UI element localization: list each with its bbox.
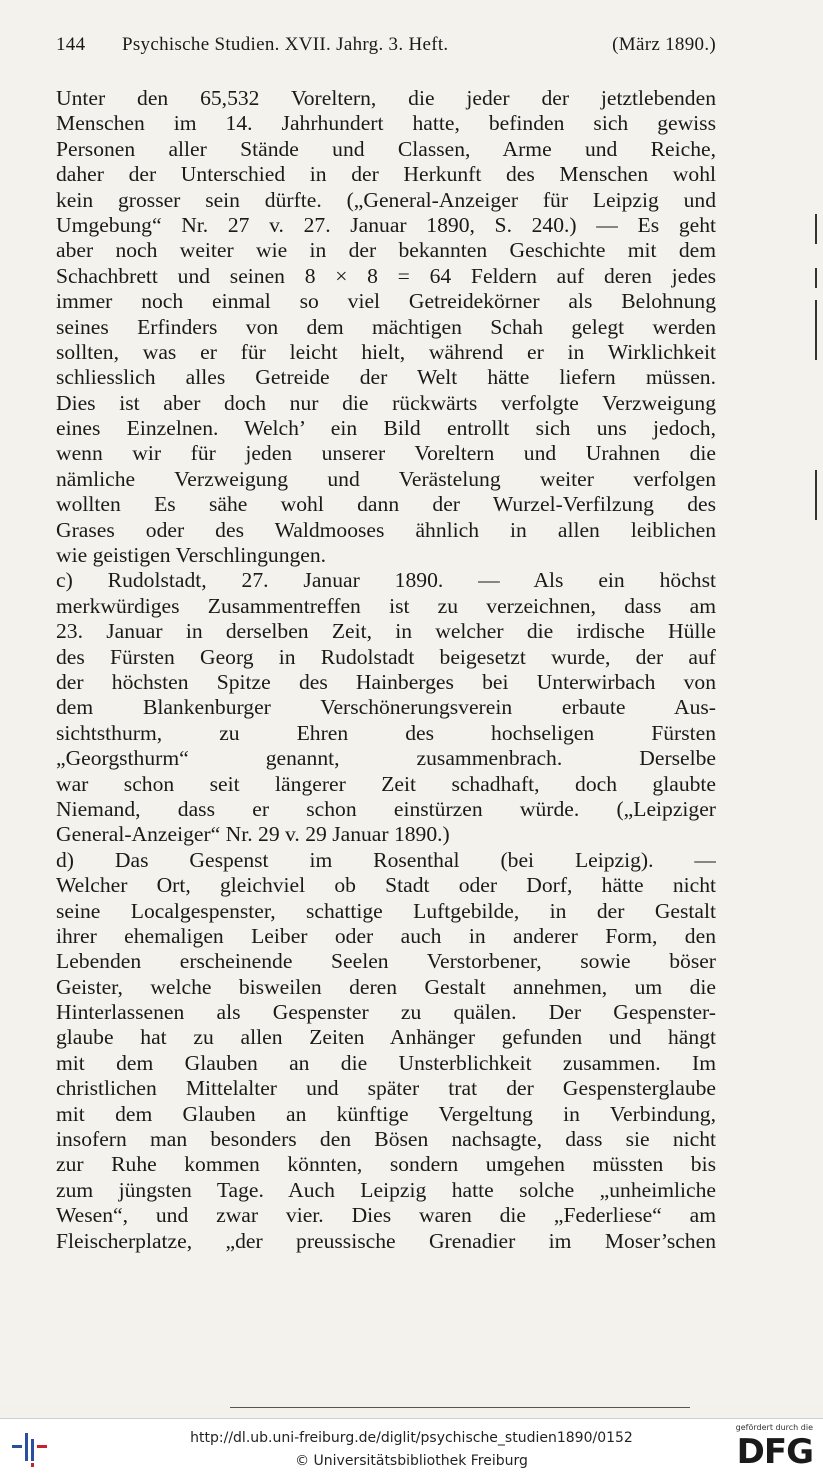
text-line: wenn wir für jeden unserer Voreltern und Urahnen die <box>56 441 716 466</box>
dfg-wordmark: DFG <box>736 1432 813 1472</box>
text-line: ihrer ehemaligen Leiber oder auch in anderer Form, den <box>56 923 716 948</box>
issue-date: (März 1890.) <box>612 34 716 55</box>
dfg-caption: gefördert durch die <box>735 1423 813 1432</box>
text-line: c) Rudolstadt, 27. Januar 1890. — Als ein höchst <box>56 568 716 593</box>
text-line: Geister, welche bisweilen deren Gestalt annehmen, um die <box>56 974 716 999</box>
text-line: Niemand, dass er schon einstürzen würde. („Leipziger <box>56 796 716 821</box>
text-line: sollten, was er für leicht hielt, während er in Wirklichkeit <box>56 339 716 364</box>
text-line: sichtsthurm, zu Ehren des hochseligen Fürsten <box>56 720 716 745</box>
text-line: Hinterlassenen als Gespenster zu quälen. Der Gespenster- <box>56 1000 716 1025</box>
text-line: mit dem Glauben an künftige Vergeltung in Verbindung, <box>56 1101 716 1126</box>
text-line: wie geistigen Verschlingungen. <box>56 543 327 568</box>
copyright-notice: © Universitätsbibliothek Freiburg <box>295 1453 528 1469</box>
text-line: Menschen im 14. Jahrhundert hatte, befinden sich gewiss <box>56 111 716 136</box>
text-line: d) Das Gespenst im Rosenthal (bei Leipzig). — <box>56 847 716 872</box>
text-line: immer noch einmal so viel Getreidekörner als Belohnung <box>56 289 716 314</box>
text-line: aber noch weiter wie in der bekannten Geschichte mit dem <box>56 238 716 263</box>
page-edge-mark <box>815 300 817 360</box>
text-line: seine Localgespenster, schattige Luftgebilde, in der Gestalt <box>56 898 716 923</box>
text-line: Lebenden erscheinende Seelen Verstorbener, sowie böser <box>56 949 716 974</box>
text-line: glaube hat zu allen Zeiten Anhänger gefunden und hängt <box>56 1025 716 1050</box>
text-line: Dies ist aber doch nur die rückwärts verfolgte Verzweigung <box>56 390 716 415</box>
text-line: des Fürsten Georg in Rudolstadt beigesetzt wurde, der auf <box>56 644 716 669</box>
body-text <box>56 86 716 1254</box>
text-line: daher der Unterschied in der Herkunft des Menschen wohl <box>56 162 716 187</box>
text-line: zur Ruhe kommen könnten, sondern umgehen müssten bis <box>56 1152 716 1177</box>
text-line: General-Anzeiger“ Nr. 29 v. 29 Januar 1890.) <box>56 822 450 847</box>
text-line: Schachbrett und seinen 8 × 8 = 64 Feldern auf deren jedes <box>56 263 716 288</box>
viewer-footer <box>0 1418 823 1475</box>
dfg-logo <box>727 1421 813 1473</box>
text-line: christlichen Mittelalter und später trat der Gespensterglaube <box>56 1076 716 1101</box>
page-edge-mark <box>815 214 817 244</box>
text-line: „Georgsthurm“ genannt, zusammenbrach. Derselbe <box>56 746 716 771</box>
text-line: wollten Es sähe wohl dann der Wurzel-Verfilzung des <box>56 492 716 517</box>
text-line: seines Erfinders von dem mächtigen Schah gelegt werden <box>56 314 716 339</box>
text-line: insofern man besonders den Bösen nachsagte, dass sie nicht <box>56 1127 716 1152</box>
text-line: kein grosser sein dürfte. („General-Anzeiger für Leipzig und <box>56 187 716 212</box>
text-line: eines Einzelnen. Welch’ ein Bild entrollt sich uns jedoch, <box>56 416 716 441</box>
text-line: war schon seit längerer Zeit schadhaft, doch glaubte <box>56 771 716 796</box>
text-line: mit dem Glauben an die Unsterblichkeit zusammen. Im <box>56 1050 716 1075</box>
text-line: nämliche Verzweigung und Verästelung weiter verfolgen <box>56 466 716 491</box>
text-line: Grases oder des Waldmooses ähnlich in allen leiblichen <box>56 517 716 542</box>
text-line: Personen aller Stände und Classen, Arme und Reiche, <box>56 136 716 161</box>
text-line: Wesen“, und zwar vier. Dies waren die „Federliese“ am <box>56 1203 716 1228</box>
text-line: Welcher Ort, gleichviel ob Stadt oder Dorf, hätte nicht <box>56 873 716 898</box>
text-line: Unter den 65,532 Voreltern, die jeder der jetztlebenden <box>56 86 716 110</box>
bottom-rule <box>230 1407 690 1408</box>
text-line: dem Blankenburger Verschönerungsverein erbaute Aus- <box>56 695 716 720</box>
running-header <box>56 34 716 64</box>
text-line: zum jüngsten Tage. Auch Leipzig hatte solche „unheimliche <box>56 1177 716 1202</box>
text-line: der höchsten Spitze des Hainberges bei Unterwirbach von <box>56 669 716 694</box>
text-line: schliesslich alles Getreide der Welt hätte liefern müssen. <box>56 365 716 390</box>
text-line: Umgebung“ Nr. 27 v. 27. Januar 1890, S. 240.) — Es geht <box>56 212 716 237</box>
source-url[interactable]: http://dl.ub.uni-freiburg.de/diglit/psychische_studien1890/0152 <box>190 1430 633 1446</box>
page-edge-mark <box>815 470 817 520</box>
page-number: 144 <box>56 34 86 55</box>
page-edge-mark <box>815 268 817 288</box>
journal-title: Psychische Studien. XVII. Jahrg. 3. Heft. <box>122 34 449 55</box>
text-line: Fleischerplatze, „der preussische Grenadier im Moser’schen <box>56 1228 716 1253</box>
text-line: merkwürdiges Zusammentreffen ist zu verzeichnen, dass am <box>56 593 716 618</box>
text-line: 23. Januar in derselben Zeit, in welcher die irdische Hülle <box>56 619 716 644</box>
